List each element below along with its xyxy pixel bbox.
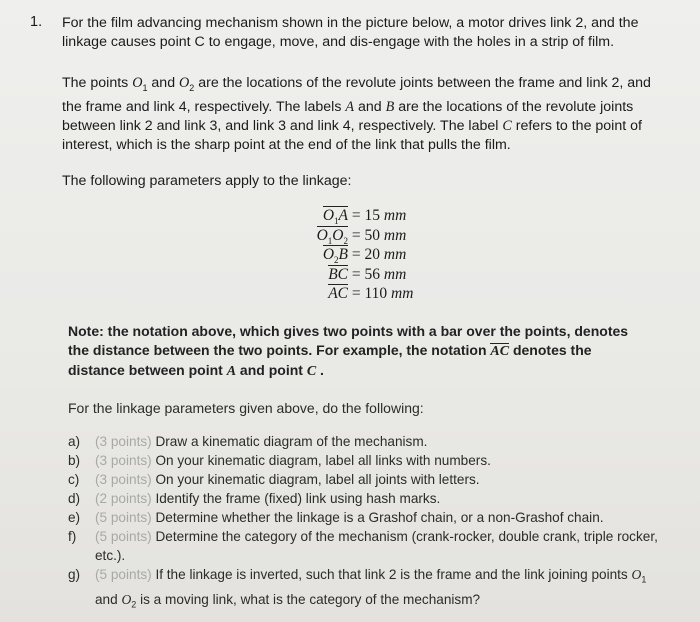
parameters-intro: The following parameters apply to the linkage: xyxy=(62,173,352,189)
parameter-lhs: $O_1O_2$ xyxy=(316,226,348,246)
parameter-o1a: $O_1A = 15$ mm xyxy=(322,207,407,227)
parameter-lhs: AC xyxy=(328,285,348,302)
question-number: 1. xyxy=(30,14,43,30)
parameter-o2b: $O_2B = 20$ mm xyxy=(322,246,407,266)
parameter-lhs: $O_2B$ xyxy=(322,246,348,266)
list-item: d) (2 points) Identify the frame (fixed) link using hash marks. xyxy=(68,491,441,506)
parameters-list xyxy=(300,206,413,304)
parameter-lhs: $O_1A$ xyxy=(322,207,348,227)
list-item: c) (3 points) On your kinematic diagram, label all joints with letters. xyxy=(68,472,480,487)
list-item: a) (3 points) Draw a kinematic diagram of the mechanism. xyxy=(68,434,428,449)
parameter-lhs: BC xyxy=(328,265,348,283)
task-list xyxy=(68,432,658,614)
list-item: e) (5 points) Determine whether the linkage is a Grashof chain, or a non-Grashof chain. xyxy=(68,510,604,525)
notation-note: Note: the notation above, which gives two points with a bar over the points, denotes the distance between the two points. For example, the notation AC denotes the distance between point A and point C . xyxy=(68,323,629,379)
list-item: g) (5 points) If the linkage is inverted, such that link 2 is the frame and the link joining points $O_1$ and $O_2$ is a moving link, what is the category of the mechanism? xyxy=(68,567,647,610)
parameter-ac: AC = 110 mm xyxy=(328,285,414,302)
list-item: f) (5 points) Determine the category of the mechanism (crank-rocker, double crank, triple rocker, etc.). xyxy=(68,529,658,563)
parameter-bc: BC = 56 mm xyxy=(328,265,407,283)
points-paragraph: The points $O_1$ and $O_2$ are the locations of the revolute joints between the frame and link 2, and the frame and link 4, respectively. The labels A and B are the locations of the revolute joints between link 2 and link 3, and link 3 and link 4, respectively. The label C refers to the point of interest, which is the sharp point at the end of the link that pulls the film. xyxy=(62,75,651,153)
question-intro: For the film advancing mechanism shown in the picture below, a motor drives link 2, and the linkage causes point C to engage, move, and dis-engage with the holes in a strip of film. xyxy=(62,15,639,50)
list-item: b) (3 points) On your kinematic diagram, label all links with numbers. xyxy=(68,453,491,468)
tasks-intro: For the linkage parameters given above, do the following: xyxy=(68,400,424,416)
parameter-o1o2: $O_1O_2 = 50$ mm xyxy=(316,226,407,246)
